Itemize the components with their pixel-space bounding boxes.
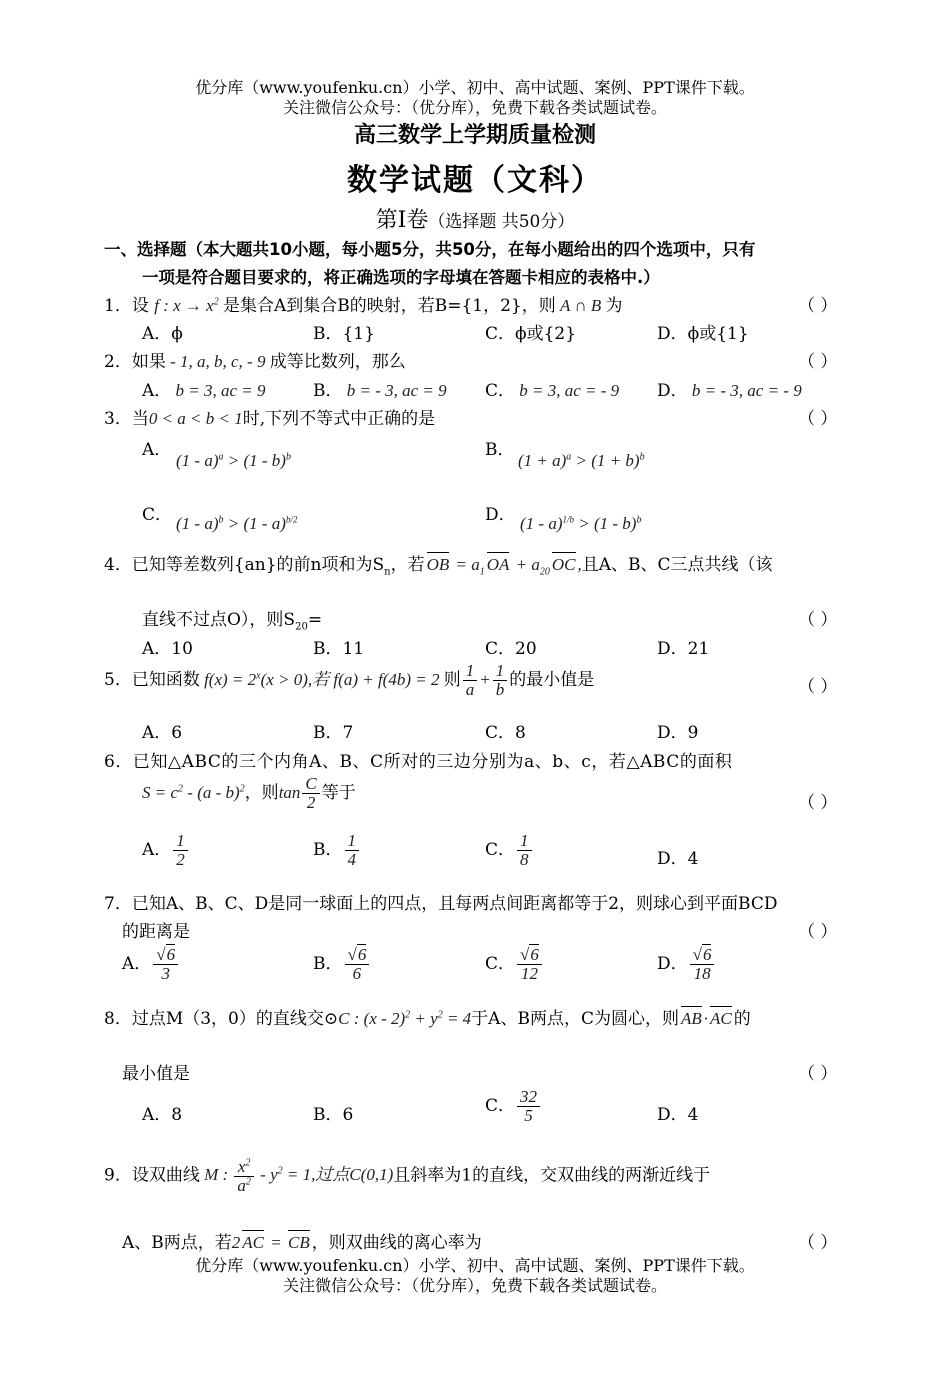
- question-2: [104, 347, 406, 372]
- q1-option-b: B．{1}: [313, 324, 375, 344]
- q7-text-1: 已知A、B、C、D是同一球面上的四点，且每两点间距离都等于2，则球心到平面BCD: [131, 894, 778, 914]
- exam-subtitle: 数学试题（文科）: [347, 163, 603, 198]
- question-7: [104, 889, 778, 914]
- q6-option-d: D．4: [657, 849, 699, 869]
- section-instructions-1: 一、选择题（本大题共10小题，每小题5分，共50分，在每小题给出的四个选项中，只有: [104, 240, 756, 259]
- q3-option-a-label: A．: [142, 440, 172, 460]
- q3-option-a-formula: (1 - a)$^a$ > (1 - b)$^b$: [176, 451, 291, 470]
- q1-number: 1．: [104, 296, 132, 316]
- q8-formula-dot-product: AB · AC: [679, 1009, 734, 1028]
- q1-text-2: 是集合A到集合B的映射，若B={1，2}，则: [222, 296, 556, 316]
- q5-text-3: 的最小值是: [509, 669, 595, 690]
- q3-text-1: 当: [131, 409, 149, 429]
- q4-text-1: 已知等差数列{an}的前n项和为S: [131, 555, 385, 575]
- header-line-2: 关注微信公众号：（优分库），免费下载各类试题试卷。: [282, 98, 667, 117]
- q6-number: 6．: [104, 752, 133, 772]
- q1-answer-blank[interactable]: （ ）: [798, 296, 838, 316]
- q3-formula-condition: 0 < a < b < 1: [148, 409, 243, 428]
- q5-frac-1-b: $\frac{1}{b}$: [493, 662, 508, 699]
- part-label: 第Ⅰ卷: [375, 208, 429, 233]
- q2-number: 2．: [104, 352, 132, 372]
- q5-text-1: 已知函数: [131, 669, 200, 690]
- q4-option-c: C．20: [485, 639, 537, 659]
- question-9: [104, 1158, 710, 1195]
- q5-formula-function: $f(x) = 2^x(x > 0)$,若 f(a) + f(4b) = 2: [199, 669, 444, 689]
- q2-option-a: A． b = 3, ac = 9: [142, 381, 266, 401]
- q6-option-a-label: A．: [142, 839, 172, 860]
- q8-number: 8．: [104, 1009, 132, 1029]
- question-1: [104, 291, 623, 316]
- q7-answer-blank[interactable]: （ ）: [798, 922, 838, 942]
- q3-option-c-formula: (1 - a)$^b$ > (1 - a)$^{b/2}$: [176, 514, 298, 533]
- footer-line-2: 关注微信公众号：（优分库），免费下载各类试题试卷。: [282, 1276, 667, 1295]
- q9-number: 9．: [104, 1165, 132, 1186]
- question-4: [104, 550, 773, 577]
- question-6: [104, 747, 732, 772]
- q4-answer-blank[interactable]: （ ）: [798, 610, 838, 630]
- q2-answer-blank[interactable]: （ ）: [798, 352, 838, 372]
- q3-option-b-label: B．: [485, 440, 515, 460]
- q2-option-d: D． b = - 3, ac = - 9: [657, 381, 802, 401]
- q4-text-2: ，若: [390, 555, 425, 575]
- q3-option-d-label: D．: [485, 505, 516, 525]
- q4-text-3: 且A、B、C三点共线（该: [581, 555, 773, 575]
- question-6-line-2: $S = c^2 - (a - b)^2$，则tan $\frac{C}{2}$ 等于: [142, 774, 356, 812]
- question-3: [104, 404, 435, 429]
- q4-option-b: B．11: [313, 639, 365, 659]
- q7-option-d-label: D．: [657, 953, 688, 974]
- q9-text-4: ，则双曲线的离心率为: [311, 1233, 482, 1253]
- q8-text-1: 过点M（3，0）的直线交⊙: [131, 1009, 339, 1029]
- header-line-1: 优分库（www.youfenku.cn）小学、初中、高中试题、案例、PPT课件下载。: [195, 78, 755, 97]
- question-4-line-2: [142, 605, 322, 632]
- q1-formula-intersection: A ∩ B: [555, 296, 606, 315]
- q5-frac-1-a: $\frac{1}{a}$: [463, 662, 478, 699]
- q3-option-d-formula: (1 - a)$^{1/b}$ > (1 - b)$^b$: [520, 514, 642, 533]
- q5-option-c: C．8: [485, 723, 526, 743]
- q6-option-b: B． $\frac{1}{4}$: [313, 832, 361, 869]
- q4-number: 4．: [104, 555, 132, 575]
- question-5: 5．已知函数 $f(x) = 2^x(x > 0)$,若 f(a) + f(4b) = 2 则 $\frac{1}{a}$ + $\frac{1}{b}$ 的最小值是: [104, 661, 595, 699]
- q8-option-b: B．6: [313, 1105, 354, 1125]
- q5-option-b: B．7: [313, 723, 354, 743]
- q4-sub-n: n: [384, 566, 391, 578]
- q4-formula-vector: OB = $a_1$ OA + $a_{20}$ OC ,: [425, 555, 582, 574]
- q4-option-a: A．10: [142, 639, 193, 659]
- part-heading: [0, 203, 950, 234]
- q8-text-3: 的: [733, 1009, 751, 1029]
- q9-text-1: 设双曲线: [131, 1165, 200, 1186]
- q6-answer-blank[interactable]: （ ）: [798, 793, 838, 813]
- q5-option-a: A．6: [142, 723, 183, 743]
- q2-option-c: C． b = 3, ac = - 9: [485, 381, 620, 401]
- q1-option-d: D．ϕ或{1}: [657, 324, 749, 344]
- q8-option-c: C． $\frac{32}{5}$: [485, 1088, 542, 1125]
- q7-option-a-label: A．: [122, 953, 152, 974]
- q1-option-a: A．ϕ: [142, 324, 183, 344]
- q8-formula-circle: C : $(x - 2)^2 + y^2 = 4$: [338, 1009, 472, 1028]
- q7-option-a: A． $\frac{√6}{3}$: [122, 946, 180, 983]
- q4-text-4: 直线不过点O），则S: [142, 610, 296, 630]
- q9-formula-vector: 2 AC = CB: [232, 1233, 312, 1252]
- q2-formula-sequence: - 1, a, b, c, - 9: [165, 352, 270, 371]
- q5-number: 5．: [104, 669, 132, 690]
- question-9-line-2: [122, 1228, 482, 1253]
- q2-text-2: 成等比数列，那么: [269, 352, 406, 372]
- q7-number: 7．: [104, 894, 132, 914]
- q3-option-b-formula: $(1 + a)^a > (1 + b)^b$: [518, 451, 645, 470]
- q8-answer-blank[interactable]: （ ）: [798, 1064, 838, 1084]
- q3-option-c-label: C．: [142, 505, 173, 525]
- q7-option-c: C． $\frac{√6}{12}$: [485, 946, 544, 983]
- q1-text-3: 为: [605, 296, 623, 316]
- q9-answer-blank[interactable]: （ ）: [798, 1233, 838, 1253]
- q5-answer-blank[interactable]: （ ）: [798, 677, 838, 697]
- q6-text-1: 已知△ABC的三个内角A、B、C所对的三边分别为a、b、c，若△ABC的面积: [132, 752, 733, 772]
- q6-option-b-label: B．: [313, 839, 343, 860]
- q7-option-b: B． $\frac{√6}{6}$: [313, 946, 371, 983]
- q7-option-d: D． $\frac{√6}{18}$: [657, 946, 716, 983]
- q8-text-2: 于A、B两点，C为圆心，则: [471, 1009, 679, 1029]
- q6-option-c-label: C．: [485, 839, 516, 860]
- q5-text-2: 则: [443, 669, 461, 690]
- q9-formula-hyperbola: M : $\frac{x^2}{a^2}$ - $y^2 = 1$,过点C(0,1): [199, 1157, 394, 1195]
- q7-option-c-label: C．: [485, 953, 516, 974]
- q1-text-1: 设: [131, 296, 149, 316]
- q3-number: 3．: [104, 409, 132, 429]
- q6-frac-c-2: $\frac{C}{2}$: [302, 775, 319, 812]
- question-7-line-2: 的距离是: [122, 922, 190, 942]
- q4-sub-20: 20: [295, 621, 308, 633]
- q4-option-d: D．21: [657, 639, 710, 659]
- q3-answer-blank[interactable]: （ ）: [798, 409, 838, 429]
- q8-option-d: D．4: [657, 1105, 699, 1125]
- q8-option-a: A．8: [142, 1105, 183, 1125]
- footer-line-1: 优分库（www.youfenku.cn）小学、初中、高中试题、案例、PPT课件下载。: [195, 1256, 755, 1275]
- q8-option-c-label: C．: [485, 1095, 516, 1116]
- part-note: （选择题 共50分）: [428, 212, 575, 232]
- section-instructions-2: 一项是符合题目要求的，将正确选项的字母填在答题卡相应的表格中.）: [142, 268, 660, 287]
- q1-formula-map: f : $x \to x^2$: [154, 296, 219, 315]
- q6-text-3: 等于: [321, 782, 356, 803]
- q6-formula-area: $S = c^2 - (a - b)^2$: [142, 782, 245, 802]
- q6-text-2: ，则: [244, 782, 279, 803]
- question-8: [104, 1004, 751, 1029]
- q2-option-b: B． b = - 3, ac = 9: [313, 381, 447, 401]
- q4-text-5: =: [307, 610, 323, 630]
- question-8-line-2: 最小值是: [122, 1064, 190, 1084]
- q5-option-d: D．9: [657, 723, 699, 743]
- q2-text-1: 如果: [131, 352, 166, 372]
- q6-option-c: C． $\frac{1}{8}$: [485, 832, 534, 869]
- q6-option-a: A． $\frac{1}{2}$: [142, 832, 190, 869]
- exam-title: 高三数学上学期质量检测: [353, 123, 596, 148]
- q9-text-2: 且斜率为1的直线，交双曲线的两渐近线于: [393, 1165, 711, 1186]
- q9-text-3: A、B两点，若: [122, 1233, 232, 1253]
- q1-option-c: C．ϕ或{2}: [485, 324, 577, 344]
- q3-text-2: 时,下列不等式中正确的是: [242, 409, 436, 429]
- q7-option-b-label: B．: [313, 953, 343, 974]
